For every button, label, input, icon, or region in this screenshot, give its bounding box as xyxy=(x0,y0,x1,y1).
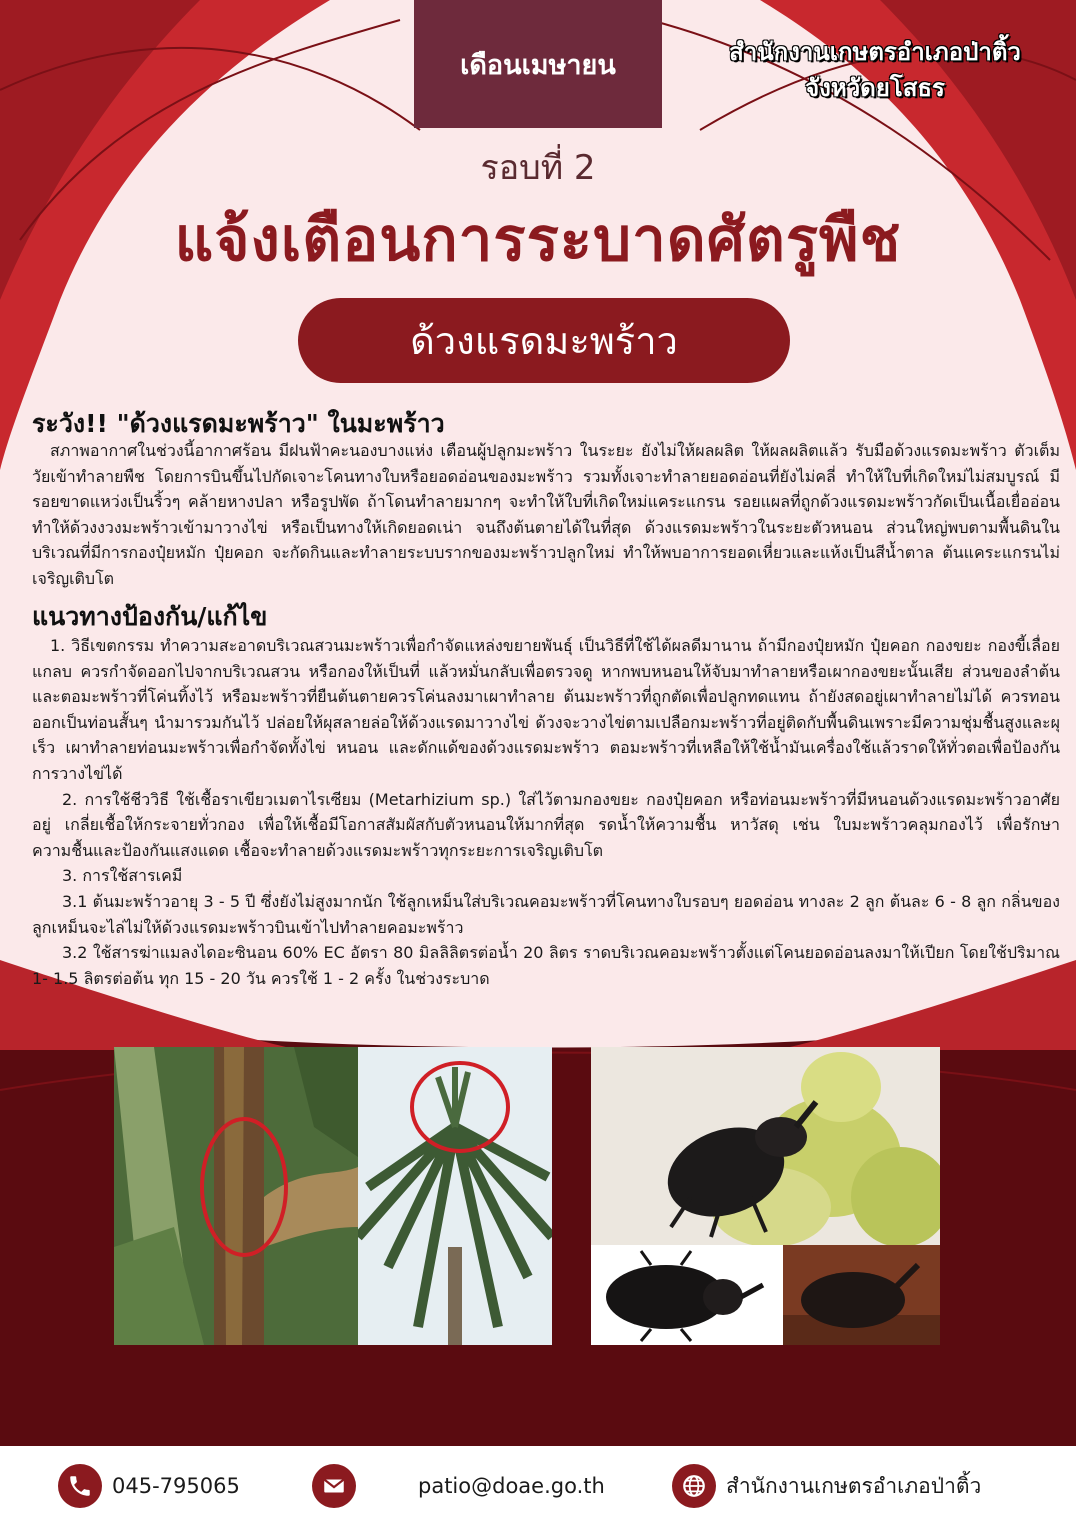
month-label: เดือนเมษายน xyxy=(460,49,616,81)
beetle-top-view-photo xyxy=(591,1245,783,1345)
email-address: patio@doae.go.th xyxy=(418,1474,605,1498)
round-label: รอบที่ 2 xyxy=(480,148,596,188)
prevention-item-2: 2. การใช้ชีววิธี ใช้เชื้อราเขียวเมตาไรเซียม (Metarhizium sp.) ใส่ไว้ตามกองขยะ กองปุ๋ยคอก หรือท่อนมะพร้าวที่มีหนอนด้วงแรดมะพร้าวอาศัยอยู่ เกลี่ยเชื้อให้กระจายทั่วกอง เพื่อให้เชื้อมีโอกาสสัมผัสกับตัวหนอนให้มากที่สุด รดน้ำให้ความชื้น หาวัสดุ เช่น ใบมะพร้าวคลุมกองไว้ เพื่อรักษาความชื้นและป้องกันแสงแดด เชื้อจะทำลายด้วงแรดมะพร้าวทุกระยะการเจริญเติบโต xyxy=(32,789,1060,860)
prevention-body xyxy=(32,633,1060,991)
contact-email xyxy=(312,1464,605,1508)
rhinoceros-beetle-on-coconut-photo xyxy=(591,1047,940,1245)
globe-icon xyxy=(672,1464,716,1508)
warning-paragraph: สภาพอากาศในช่วงนี้อากาศร้อน มีฝนฟ้าคะนองบางแห่ง เตือนผู้ปลูกมะพร้าว ในระยะ ยังไม่ให้ผลผลิต ให้ผลผลิตแล้ว รับมือด้วงแรดมะพร้าว ตัวเต็มวัยเข้าทำลายพืช โดยการบินขึ้นไปกัดเจาะโคนทางใบหรือยอดอ่อนของมะพร้าว รวมทั้งเจาะทำลายยอดอ่อนที่ยังไม่คลี่ ทำให้ใบที่เกิดใหม่ไม่สมบูรณ์ มีรอยขาดแหว่งเป็นริ้วๆ คล้ายหางปลา หรือรูปพัด ถ้าโดนทำลายมากๆ จะทำให้ใบที่เกิดใหม่แคระแกรน รอยแผลที่ถูกด้วงแรดมะพร้าวกัดเป็นเนื้อเยื่ออ่อนทำให้ด้วงงวงมะพร้าวเข้ามาวางไข่ หรือเป็นทางให้เกิดยอดเน่า จนถึงต้นตายได้ในที่สุด ด้วงแรดมะพร้าวในระยะตัวหนอน ส่วนใหญ่พบตามพื้นดินในบริเวณที่มีการกองปุ๋ยหมัก ปุ๋ยคอก จะกัดกินและทำลายระบบรากของมะพร้าวปลูกใหม่ ทำให้พบอาการยอดเหี่ยวและแห้งเป็นสีน้ำตาล ต้นแคระแกรนไม่เจริญเติบโต xyxy=(32,441,1060,588)
prevention-item-3-1: 3.1 ต้นมะพร้าวอายุ 3 - 5 ปี ซึ่งยังไม่สูงมากนัก ใช้ลูกเหม็นใส่บริเวณคอมะพร้าวที่โคนทางใบรอบๆ ยอดอ่อน ทางละ 2 ลูก ต้นละ 6 - 8 ลูก กลิ่นของลูกเหม็นจะไล่ไม่ให้ด้วงแรดมะพร้าวบินเข้าไปทำลายคอมะพร้าว xyxy=(32,891,1060,937)
pest-name: ด้วงแรดมะพร้าว xyxy=(410,319,678,363)
phone-icon xyxy=(58,1464,102,1508)
prevention-item-3: 3. การใช้สารเคมี xyxy=(62,866,183,886)
main-title: แจ้งเตือนการระบาดศัตรูพืช xyxy=(174,205,902,275)
office-province: จังหวัดยโสธร xyxy=(805,74,945,102)
envelope-icon xyxy=(312,1464,356,1508)
pest-name-pill xyxy=(298,298,790,383)
month-badge xyxy=(414,0,662,128)
office-name: สำนักงานเกษตรอำเภอป่าติ้ว xyxy=(729,38,1021,66)
warning-body xyxy=(32,438,1060,592)
prevention-item-1: 1. วิธีเขตกรรม ทำความสะอาดบริเวณสวนมะพร้าวเพื่อกำจัดแหล่งขยายพันธุ์ เป็นวิธีที่ใช้ได้ผลดีมานาน ถ้ามีกองปุ๋ยหมัก ปุ๋ยคอก กองขยะ กองขี้เลื่อย แกลบ ควรกำจัดออกไปจากบริเวณสวน หรือกองให้เป็นที่ แล้วหมั่นกลับเพื่อตรวจดู หากพบหนอนให้จับมาทำลายหรือเผากองขยะนั้นเสีย ส่วนของลำต้นและตอมะพร้าวที่โค่นทิ้งไว้ หรือมะพร้าวที่ยืนต้นตายควรโค่นลงมาเผาทำลาย ต้นมะพร้าวที่ถูกตัดเพื่อปลูกทดแทน ถ้ายังสดอยู่เผาทำลายไม่ได้ ควรทอนออกเป็นท่อนสั้นๆ นำมารวมกันไว้ ปล่อยให้ผุสลายล่อให้ด้วงแรดมาวางไข่ ด้วงจะวางไข่ตามเปลือกมะพร้าวที่อยู่ติดกับพื้นดินเพราะมีความชุ่มชื้นสูงและผุเร็ว เผาทำลายท่อนมะพร้าวเพื่อกำจัดทั้งไข่ หนอน และดักแด้ของด้วงแรดมะพร้าว ตอมะพร้าวที่เหลือให้ใช้น้ำมันเครื่องใช้แล้วราดให้ทั่วตอเพื่อป้องกันการวางไข่ได้ xyxy=(32,636,1061,783)
contact-office xyxy=(672,1464,981,1508)
warning-heading: ระวัง!! "ด้วงแรดมะพร้าว" ในมะพร้าว xyxy=(32,409,445,438)
prevention-heading: แนวทางป้องกัน/แก้ไข xyxy=(32,602,268,631)
office-header xyxy=(690,34,1060,106)
contact-phone xyxy=(58,1464,240,1508)
office-name-footer: สำนักงานเกษตรอำเภอป่าติ้ว xyxy=(726,1473,982,1498)
coconut-palm-photo xyxy=(358,1047,552,1345)
damaged-trunk-photo xyxy=(114,1047,358,1345)
phone-number: 045-795065 xyxy=(112,1474,240,1498)
beetle-side-view-photo xyxy=(783,1245,940,1345)
prevention-item-3-2: 3.2 ใช้สารฆ่าแมลงไดอะซินอน 60% EC อัตรา 80 มิลลิลิตรต่อน้ำ 20 ลิตร ราดบริเวณคอมะพร้าวตั้งแต่โคนยอดอ่อนลงมาให้เปียก โดยใช้ปริมาณ 1- 1.5 ลิตรต่อต้น ทุก 15 - 20 วัน ควรใช้ 1 - 2 ครั้ง ในช่วงระบาด xyxy=(32,943,1060,988)
